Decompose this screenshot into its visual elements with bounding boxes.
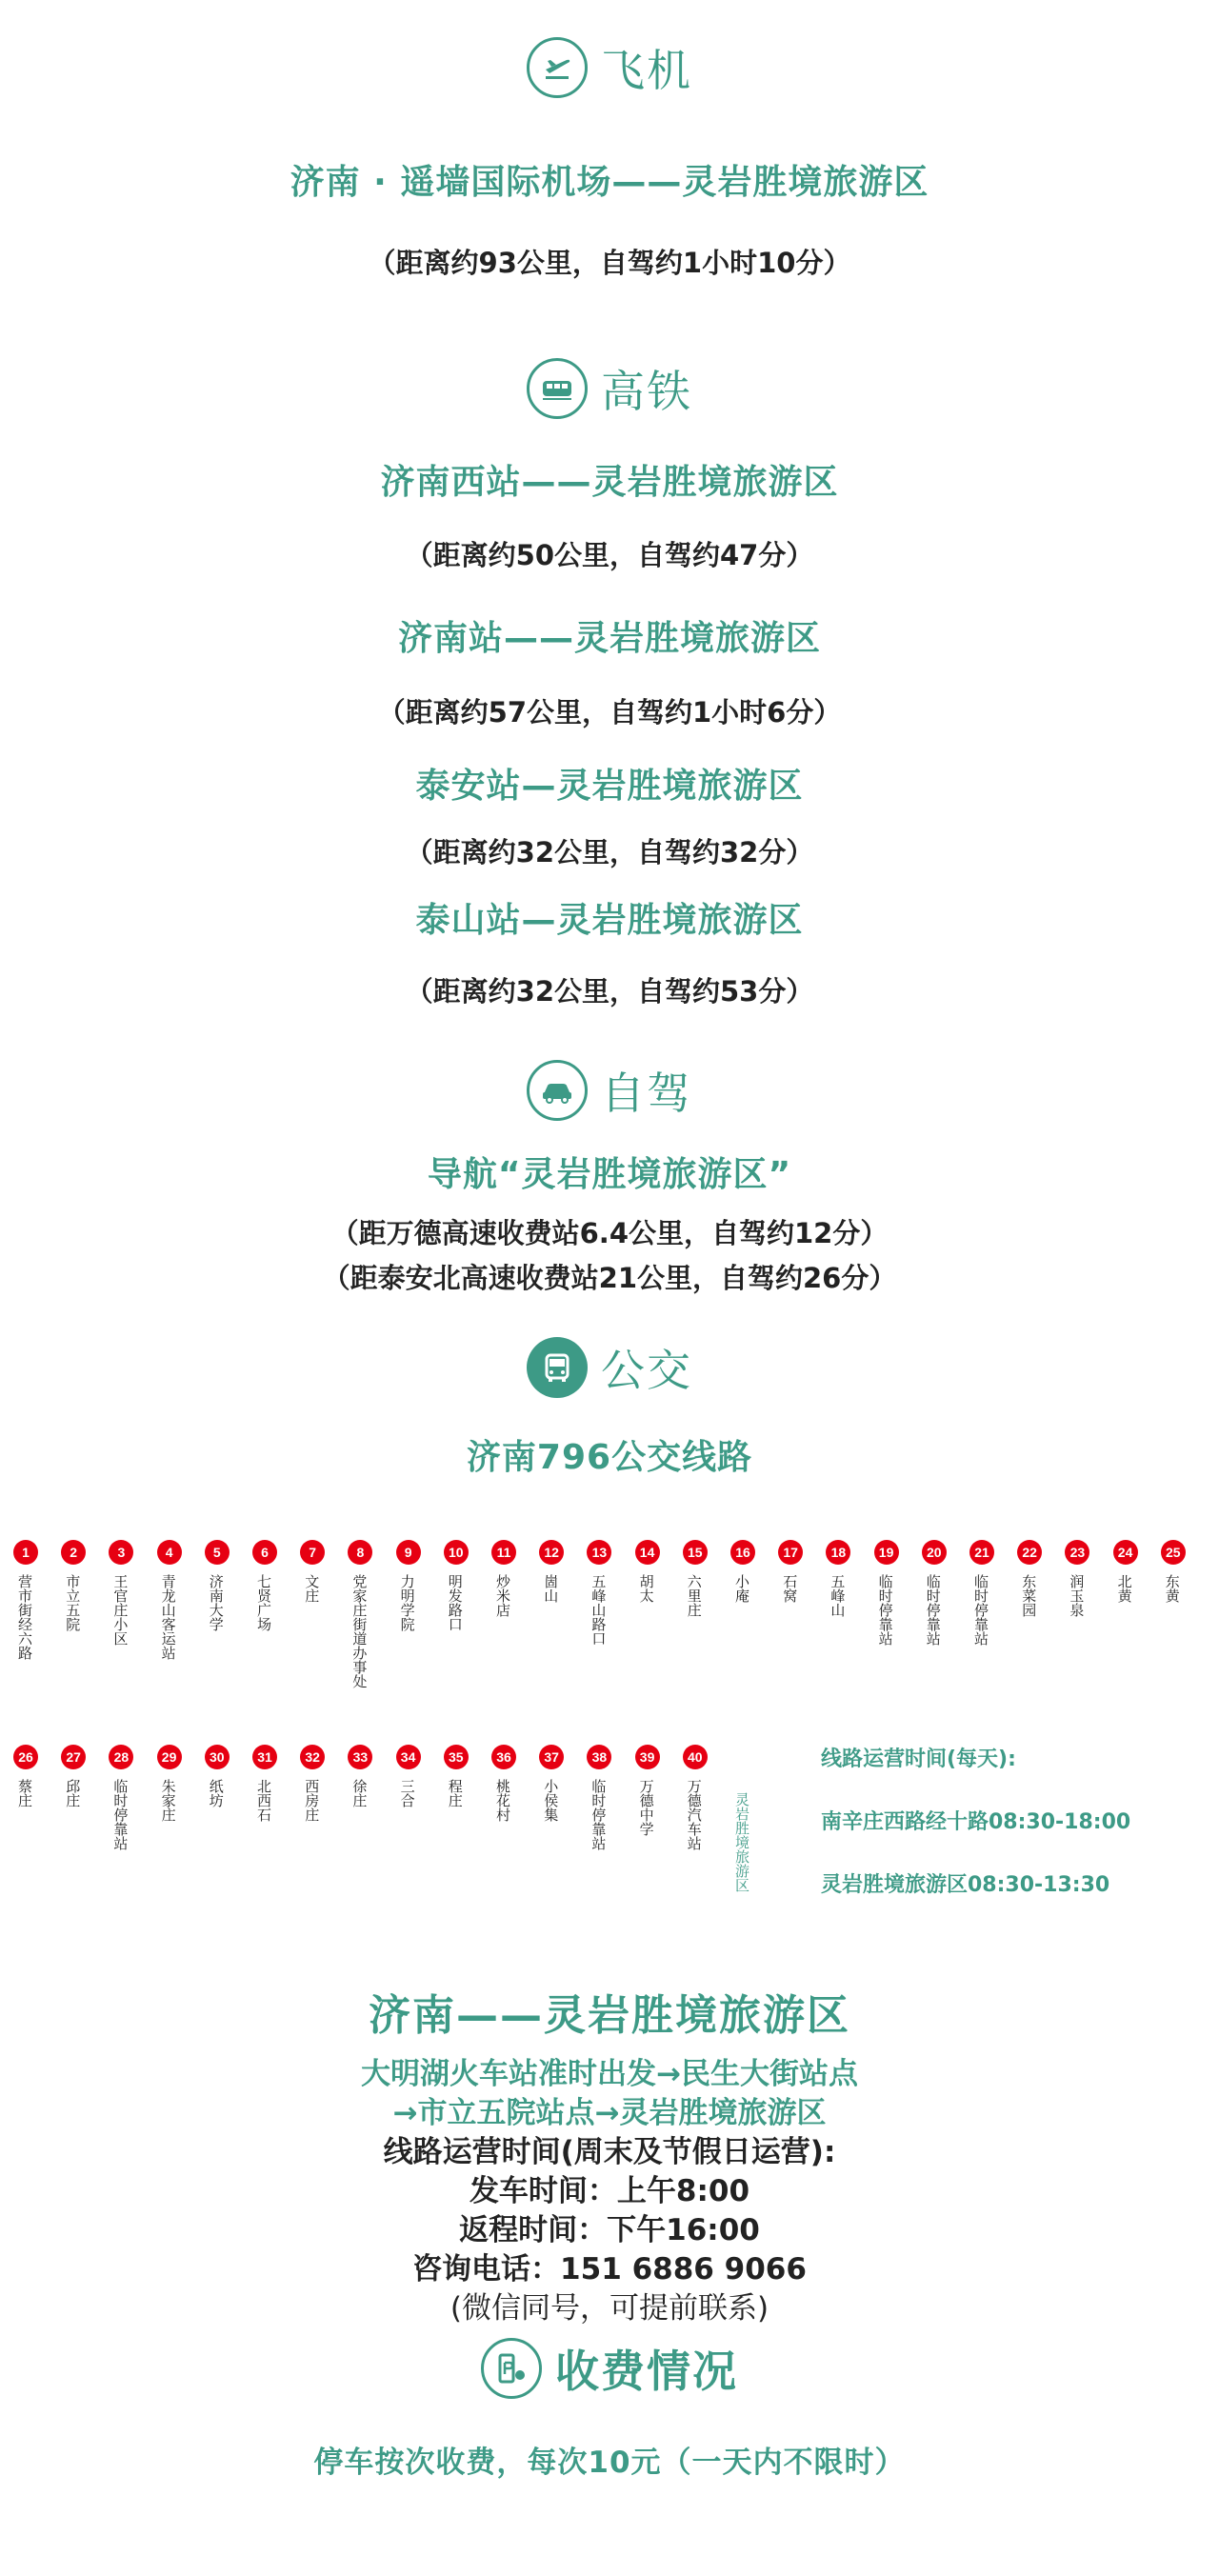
rail-route-3-name: 泰安站—灵岩胜境旅游区 — [415, 767, 804, 806]
drive-note-2: （距泰安北高速收费站21公里，自驾约26分） — [322, 1262, 897, 1294]
bus-stop-number: 30 — [205, 1745, 230, 1769]
bus-stop-number: 40 — [683, 1745, 708, 1769]
bus-stop-number: 25 — [1161, 1540, 1186, 1565]
bus-stop-name: 润玉泉 — [1068, 1574, 1086, 1617]
bus-stop — [203, 1745, 231, 1807]
bus-stop-name: 万德中学 — [637, 1779, 655, 1836]
bus-stop-number: 36 — [491, 1745, 516, 1769]
bus-stop — [776, 1540, 805, 1603]
bus-stop-name: 七贤广场 — [255, 1574, 272, 1631]
bus-stop-number: 11 — [491, 1540, 516, 1565]
drive-heading — [0, 1059, 1219, 1122]
bus-stop — [681, 1540, 709, 1617]
train-icon — [527, 358, 588, 419]
bus-final-stop — [729, 1783, 757, 1892]
bus-stop — [59, 1540, 88, 1631]
fee-text: 停车按次收费，每次10元（一天内不限时） — [313, 2446, 906, 2480]
bus-stop — [872, 1540, 901, 1646]
bus-stop — [442, 1540, 470, 1631]
tour-bus-depart: 发车时间：上午8:00 — [469, 2174, 750, 2208]
bus-stop-name: 营市街经六路 — [16, 1574, 33, 1660]
tour-bus-wechat: (微信同号，可提前联系) — [450, 2291, 769, 2326]
bus-stop-name: 济南大学 — [207, 1574, 225, 1631]
bus-stop-number: 10 — [444, 1540, 469, 1565]
bus-stop-number: 2 — [61, 1540, 86, 1565]
bus-stop-name: 纸坊 — [207, 1779, 225, 1807]
bus-stop-name: 东菜园 — [1020, 1574, 1038, 1617]
bus-final-stop-label: 灵岩胜境旅游区 — [733, 1792, 750, 1892]
rail-route-4-name: 泰山站—灵岩胜境旅游区 — [415, 901, 804, 940]
bus-stop-name: 青龙山客运站 — [159, 1574, 177, 1660]
rail-title: 高铁 — [601, 366, 692, 417]
bus-stop-number: 1 — [13, 1540, 38, 1565]
bus-stop-name: 崮山 — [542, 1574, 560, 1603]
bus-stop — [11, 1745, 40, 1807]
bus-stop-number: 33 — [348, 1745, 372, 1769]
bus-stop-number: 23 — [1065, 1540, 1089, 1565]
bus-stop-number: 8 — [348, 1540, 372, 1565]
bus-stop — [1111, 1540, 1140, 1603]
bus-stop-number: 24 — [1113, 1540, 1138, 1565]
bus-stop-name: 北西石 — [255, 1779, 272, 1822]
car-icon — [527, 1060, 588, 1121]
bus-title: 公交 — [601, 1345, 692, 1396]
bus-stop — [490, 1745, 518, 1822]
bus-stop-name: 胡太 — [637, 1574, 655, 1603]
bus-stop — [633, 1745, 662, 1836]
parking-fee-icon — [481, 2338, 542, 2399]
bus-stop-number: 38 — [587, 1745, 611, 1769]
bus-stop-number: 27 — [61, 1745, 86, 1769]
bus-stop — [1063, 1540, 1091, 1617]
rail-route-2-note: （距离约57公里，自驾约1小时6分） — [377, 696, 842, 729]
bus-stop-name: 三合 — [398, 1779, 416, 1807]
rail-route-2-name: 济南站——灵岩胜境旅游区 — [397, 619, 821, 658]
bus-stop-number: 17 — [778, 1540, 803, 1565]
bus-stop-number: 22 — [1017, 1540, 1042, 1565]
bus-stop-number: 16 — [730, 1540, 755, 1565]
bus-stop-number: 3 — [109, 1540, 133, 1565]
bus-stop-name: 文庄 — [303, 1574, 321, 1603]
bus-stop — [1159, 1540, 1188, 1603]
bus-stop-name: 石窝 — [781, 1574, 799, 1603]
bus-stop-number: 35 — [444, 1745, 469, 1769]
bus-stop — [537, 1540, 566, 1603]
bus-stop-number: 5 — [205, 1540, 230, 1565]
bus-stop-name: 东黄 — [1163, 1574, 1181, 1603]
bus-stop-name: 小庵 — [733, 1574, 750, 1603]
bus-stop — [298, 1540, 327, 1603]
bus-hours-line-1: 南辛庄西路经十路08:30-18:00 — [821, 1810, 1131, 1834]
bus-stop — [107, 1745, 135, 1850]
tour-bus-route: 济南——灵岩胜境旅游区 — [369, 1991, 850, 2040]
bus-stop-name: 力明学院 — [398, 1574, 416, 1631]
bus-stop — [155, 1540, 184, 1660]
bus-stop — [585, 1540, 613, 1646]
bus-stop-number: 39 — [635, 1745, 660, 1769]
bus-stop-name: 党家庄街道办事处 — [350, 1574, 369, 1688]
bus-stop-name: 临时停靠站 — [972, 1574, 989, 1646]
tour-bus-line1: 大明湖火车站准时出发→民生大街站点 — [361, 2057, 858, 2091]
bus-stop — [203, 1540, 231, 1631]
fee-heading — [0, 2337, 1219, 2400]
bus-stop-name: 蔡庄 — [16, 1779, 33, 1807]
bus-stop-name: 王官庄小区 — [111, 1574, 130, 1646]
bus-stop-name: 桃花村 — [494, 1779, 511, 1822]
bus-stop — [681, 1745, 709, 1850]
rail-route-4-note: （距离约32公里，自驾约53分） — [405, 975, 814, 1008]
airplane-title: 飞机 — [601, 45, 692, 96]
bus-hours-line-2: 灵岩胜境旅游区08:30-13:30 — [821, 1873, 1110, 1897]
tour-bus-phone: 咨询电话：151 6886 9066 — [412, 2252, 807, 2286]
bus-stop-name: 临时停靠站 — [876, 1574, 894, 1646]
bus-stop — [107, 1540, 135, 1646]
rail-route-1-note: （距离约50公里，自驾约47分） — [405, 539, 814, 571]
bus-stop-name: 六里庄 — [685, 1574, 703, 1617]
bus-stop-number: 19 — [874, 1540, 899, 1565]
bus-line-name: 济南796公交线路 — [466, 1438, 753, 1477]
bus-stop-number: 14 — [635, 1540, 660, 1565]
bus-stop — [1015, 1540, 1044, 1617]
bus-stop — [59, 1745, 88, 1807]
bus-stop — [394, 1540, 423, 1631]
bus-stop — [155, 1745, 184, 1822]
bus-heading — [0, 1336, 1219, 1399]
bus-stop — [968, 1540, 996, 1646]
bus-stop-name: 小侯集 — [542, 1779, 560, 1822]
bus-stop — [585, 1745, 613, 1850]
bus-stop — [250, 1745, 279, 1822]
drive-nav: 导航“灵岩胜境旅游区” — [427, 1155, 792, 1194]
bus-stop-number: 20 — [922, 1540, 947, 1565]
bus-stop — [346, 1540, 374, 1688]
bus-stop — [920, 1540, 949, 1646]
bus-stop-name: 西房庄 — [303, 1779, 321, 1822]
bus-stop-number: 37 — [539, 1745, 564, 1769]
fee-title: 收费情况 — [555, 2346, 738, 2397]
bus-stop-name: 程庄 — [446, 1779, 464, 1807]
bus-stop-name: 万德汽车站 — [685, 1779, 703, 1850]
bus-stop-name: 临时停靠站 — [924, 1574, 942, 1646]
bus-stop-name: 北黄 — [1115, 1574, 1133, 1603]
bus-icon — [527, 1337, 588, 1398]
bus-stop-name: 五峰山 — [829, 1574, 847, 1617]
bus-hours-title: 线路运营时间(每天): — [821, 1747, 1016, 1771]
bus-stop-number: 26 — [13, 1745, 38, 1769]
bus-stop-name: 炒米店 — [494, 1574, 511, 1617]
bus-stop-number: 12 — [539, 1540, 564, 1565]
bus-stop-name: 邱庄 — [64, 1779, 82, 1807]
bus-stop-number: 13 — [587, 1540, 611, 1565]
airplane-route-note: （距离约93公里，自驾约1小时10分） — [368, 247, 851, 279]
bus-stop — [537, 1745, 566, 1822]
bus-stop-number: 28 — [109, 1745, 133, 1769]
bus-stop — [250, 1540, 279, 1631]
bus-stop — [346, 1745, 374, 1807]
bus-stop — [442, 1745, 470, 1807]
rail-route-3-note: （距离约32公里，自驾约32分） — [405, 836, 814, 869]
airplane-icon — [527, 37, 588, 98]
bus-stop-name: 临时停靠站 — [590, 1779, 608, 1850]
bus-stop-number: 31 — [252, 1745, 277, 1769]
bus-stop-number: 29 — [157, 1745, 182, 1769]
bus-stop-number: 9 — [396, 1540, 421, 1565]
bus-stop — [729, 1540, 757, 1603]
bus-stop-number: 6 — [252, 1540, 277, 1565]
rail-route-1-name: 济南西站——灵岩胜境旅游区 — [380, 463, 839, 502]
tour-bus-return: 返程时间：下午16:00 — [459, 2213, 760, 2247]
bus-stop-number: 7 — [300, 1540, 325, 1565]
tour-bus-hours: 线路运营时间(周末及节假日运营): — [383, 2135, 836, 2169]
bus-stop — [298, 1745, 327, 1822]
drive-title: 自驾 — [601, 1068, 692, 1119]
bus-stop — [490, 1540, 518, 1617]
bus-stop-name: 明发路口 — [446, 1574, 464, 1631]
bus-stop-number: 15 — [683, 1540, 708, 1565]
bus-stop-number: 18 — [826, 1540, 850, 1565]
drive-note-1: （距万德高速收费站6.4公里，自驾约12分） — [330, 1217, 889, 1249]
bus-stop — [394, 1745, 423, 1807]
bus-stop — [633, 1540, 662, 1603]
tour-bus-line2: →市立五院站点→灵岩胜境旅游区 — [392, 2096, 827, 2130]
bus-stop-name: 五峰山路口 — [590, 1574, 608, 1646]
bus-stop — [824, 1540, 852, 1617]
bus-stop-name: 朱家庄 — [159, 1779, 177, 1822]
bus-stop-name: 徐庄 — [350, 1779, 369, 1807]
airplane-route-name: 济南 · 遥墙国际机场——灵岩胜境旅游区 — [290, 163, 929, 202]
bus-stop-name: 市立五院 — [64, 1574, 82, 1631]
bus-stop-number: 34 — [396, 1745, 421, 1769]
bus-stop-number: 21 — [969, 1540, 994, 1565]
airplane-heading — [0, 36, 1219, 99]
bus-stop — [11, 1540, 40, 1660]
bus-stop-number: 32 — [300, 1745, 325, 1769]
rail-heading — [0, 357, 1219, 420]
bus-stop-name: 临时停靠站 — [111, 1779, 130, 1850]
bus-stop-number: 4 — [157, 1540, 182, 1565]
